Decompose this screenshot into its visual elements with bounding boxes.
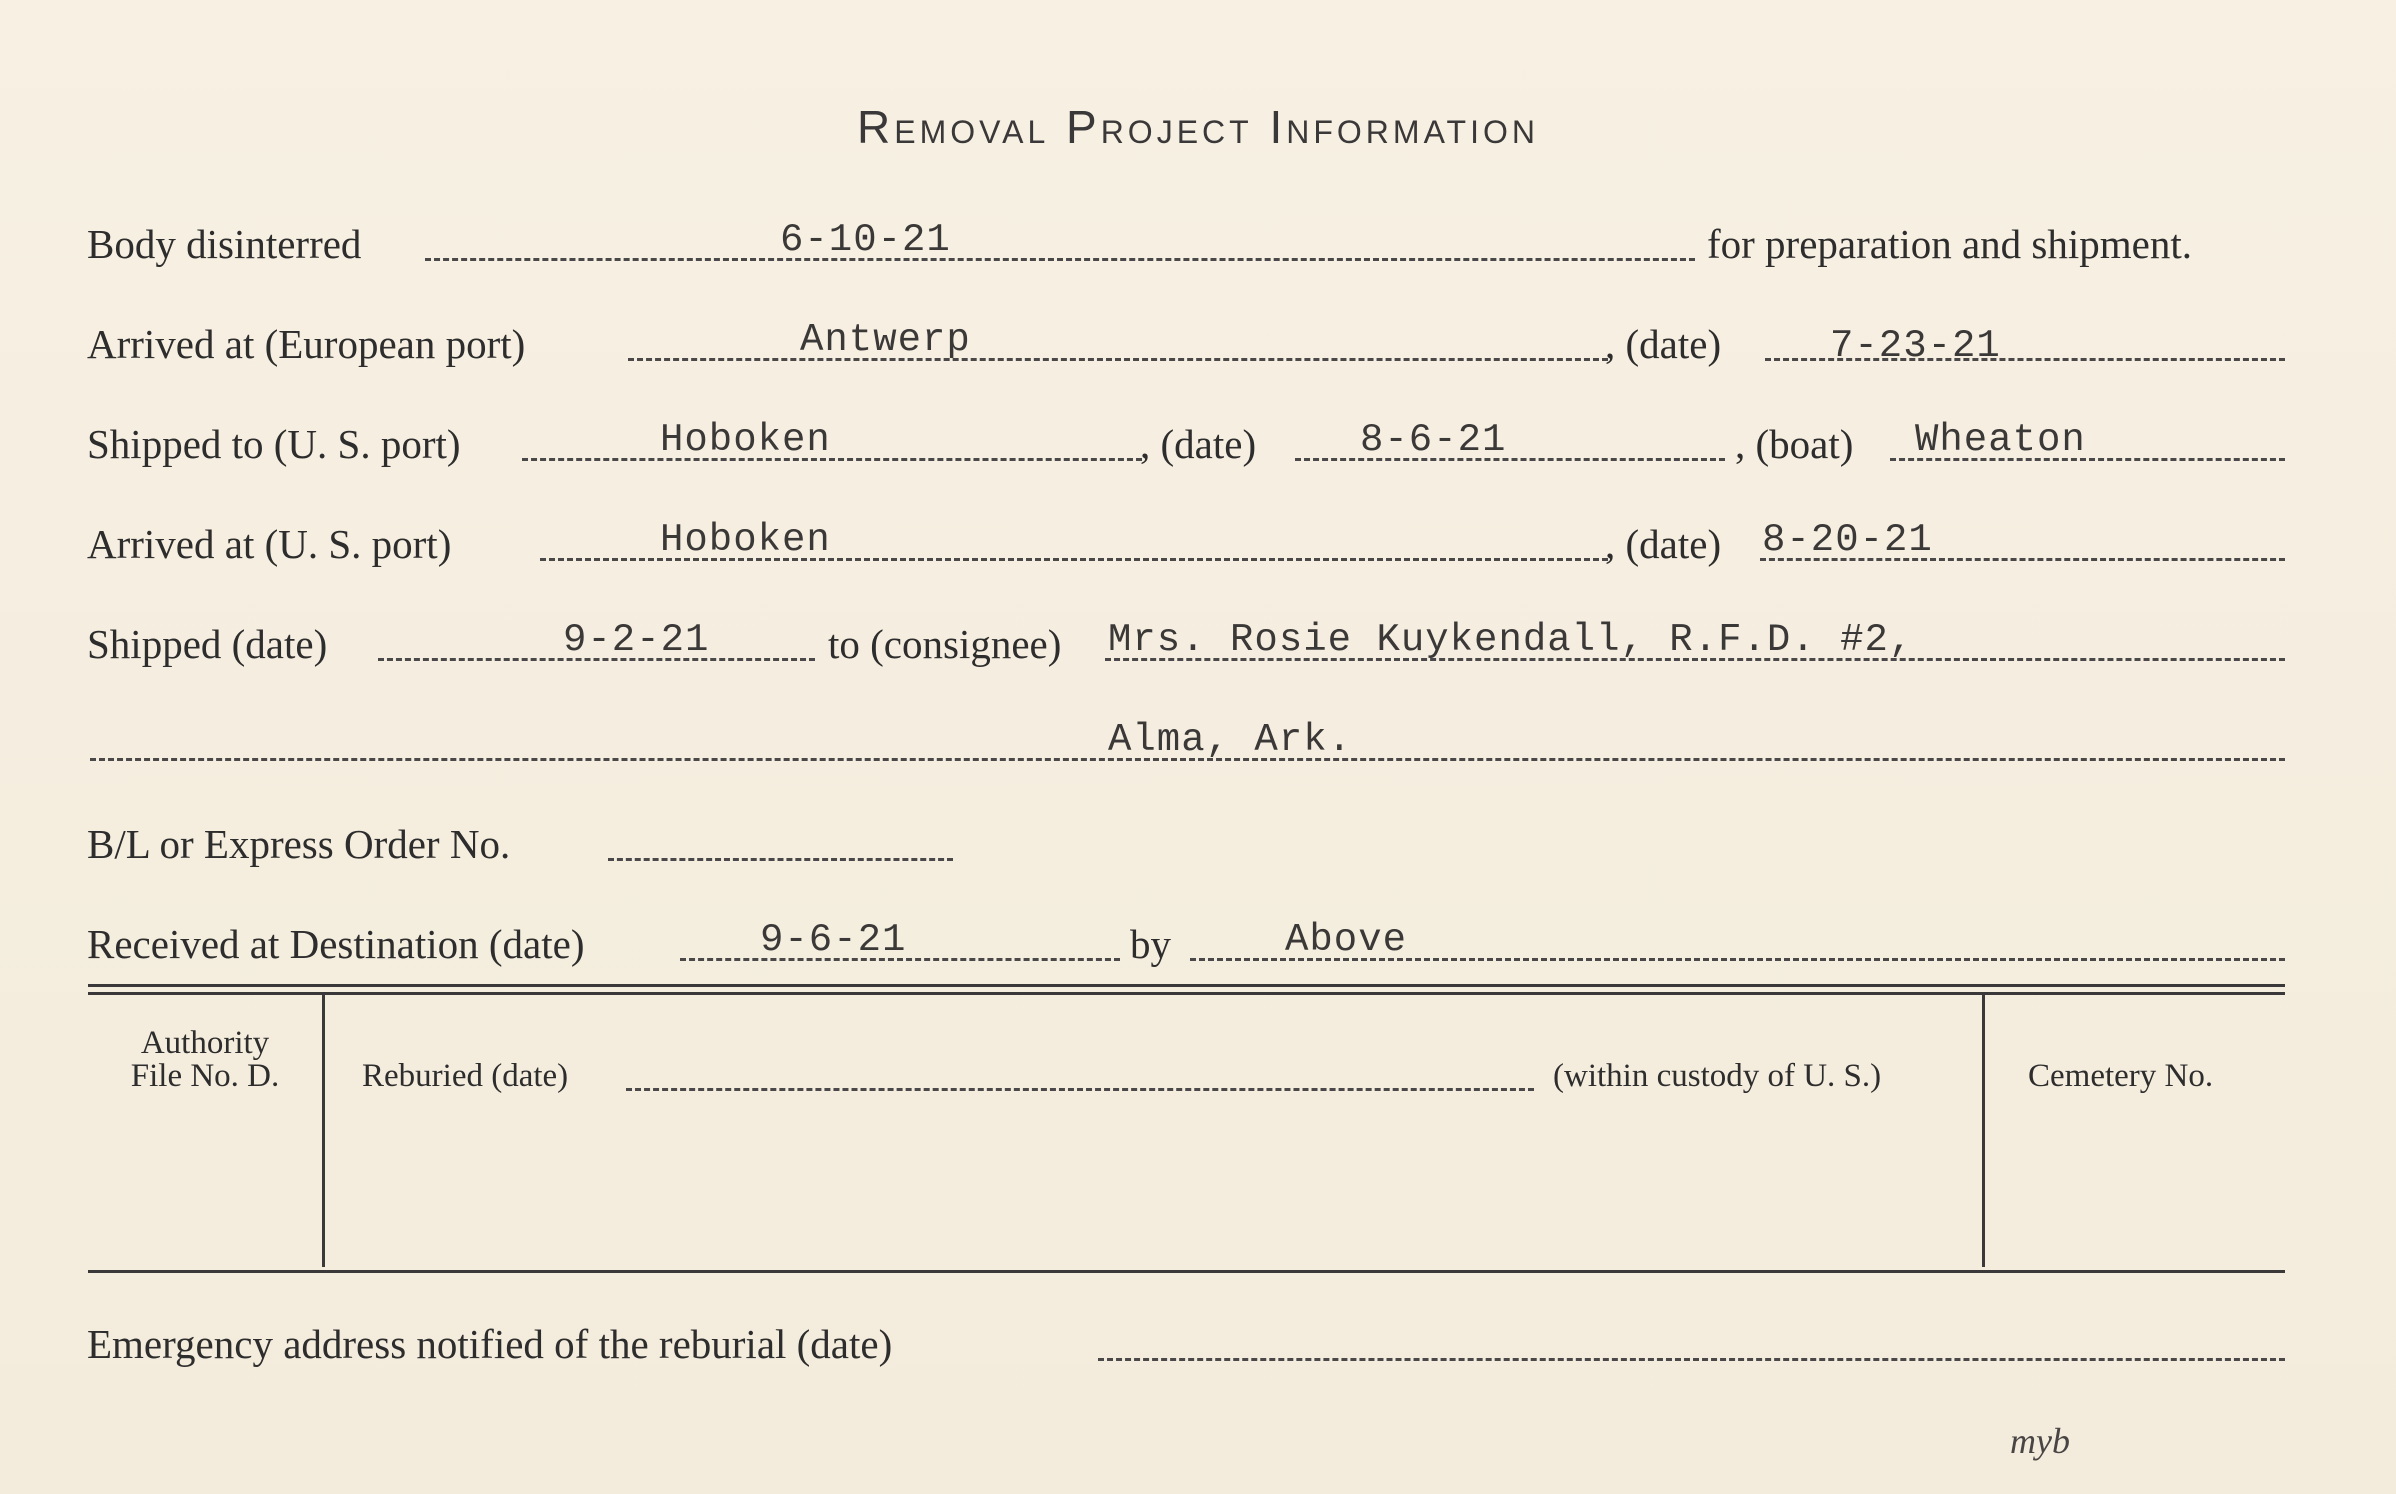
shipped-us-boat-label: , (boat) <box>1735 421 1854 467</box>
consignee-value: Mrs. Rosie Kuykendall, R.F.D. #2, <box>1108 618 1914 662</box>
shipped-us-boat: Wheaton <box>1915 418 2086 462</box>
cemetery-label: Cemetery No. <box>2028 1058 2214 1094</box>
emergency-label: Emergency address notified of the reburial (date) <box>87 1321 893 1367</box>
table-divider-left <box>322 995 325 1267</box>
authority-label-line1: Authority <box>140 1025 270 1061</box>
reburied-line <box>626 1088 1534 1091</box>
clerk-initials: myb <box>2010 1421 2070 1461</box>
arrived-us-port: Hoboken <box>660 518 831 562</box>
shipped-us-date: 8-6-21 <box>1360 418 1507 462</box>
table-top-rule-2 <box>88 992 2285 995</box>
shipped-us-label: Shipped to (U. S. port) <box>87 421 461 467</box>
arrived-european-date-label: , (date) <box>1605 321 1722 367</box>
table-bottom-rule <box>88 1270 2285 1273</box>
body-disinterred-line <box>425 258 1695 261</box>
shipped-us-port: Hoboken <box>660 418 831 462</box>
emergency-line <box>1098 1358 2285 1361</box>
arrived-european-label: Arrived at (European port) <box>87 321 526 367</box>
authority-label-line2: File No. D. <box>130 1058 280 1094</box>
shipped-us-date-label: , (date) <box>1140 421 1257 467</box>
body-disinterred-suffix: for preparation and shipment. <box>1707 221 2193 267</box>
shipped-us-line <box>522 458 1142 461</box>
shipped-date-label: Shipped (date) <box>87 621 328 667</box>
arrived-european-line <box>628 358 1608 361</box>
received-by: Above <box>1285 918 1408 962</box>
received-by-label: by <box>1130 921 1171 967</box>
received-label: Received at Destination (date) <box>87 921 585 967</box>
reburied-label: Reburied (date) <box>362 1058 569 1094</box>
arrived-us-date-label: , (date) <box>1605 521 1722 567</box>
shipped-date-value: 9-2-21 <box>563 618 710 662</box>
bl-order-line <box>608 858 953 861</box>
consignee-address: Alma, Ark. <box>1108 718 1353 762</box>
arrived-us-date: 8-20-21 <box>1762 518 1933 562</box>
consignee-label: to (consignee) <box>828 621 1062 667</box>
received-date: 9-6-21 <box>760 918 907 962</box>
custody-label: (within custody of U. S.) <box>1553 1058 1882 1094</box>
table-divider-right <box>1982 995 1985 1267</box>
body-disinterred-label: Body disinterred <box>87 221 362 267</box>
arrived-european-port: Antwerp <box>800 318 971 362</box>
arrived-us-label: Arrived at (U. S. port) <box>87 521 452 567</box>
table-top-rule <box>88 984 2285 987</box>
body-disinterred-value: 6-10-21 <box>780 218 951 262</box>
bl-order-label: B/L or Express Order No. <box>87 821 511 867</box>
card-title: Removal Project Information <box>857 101 1539 153</box>
arrived-european-date: 7-23-21 <box>1830 324 2001 368</box>
